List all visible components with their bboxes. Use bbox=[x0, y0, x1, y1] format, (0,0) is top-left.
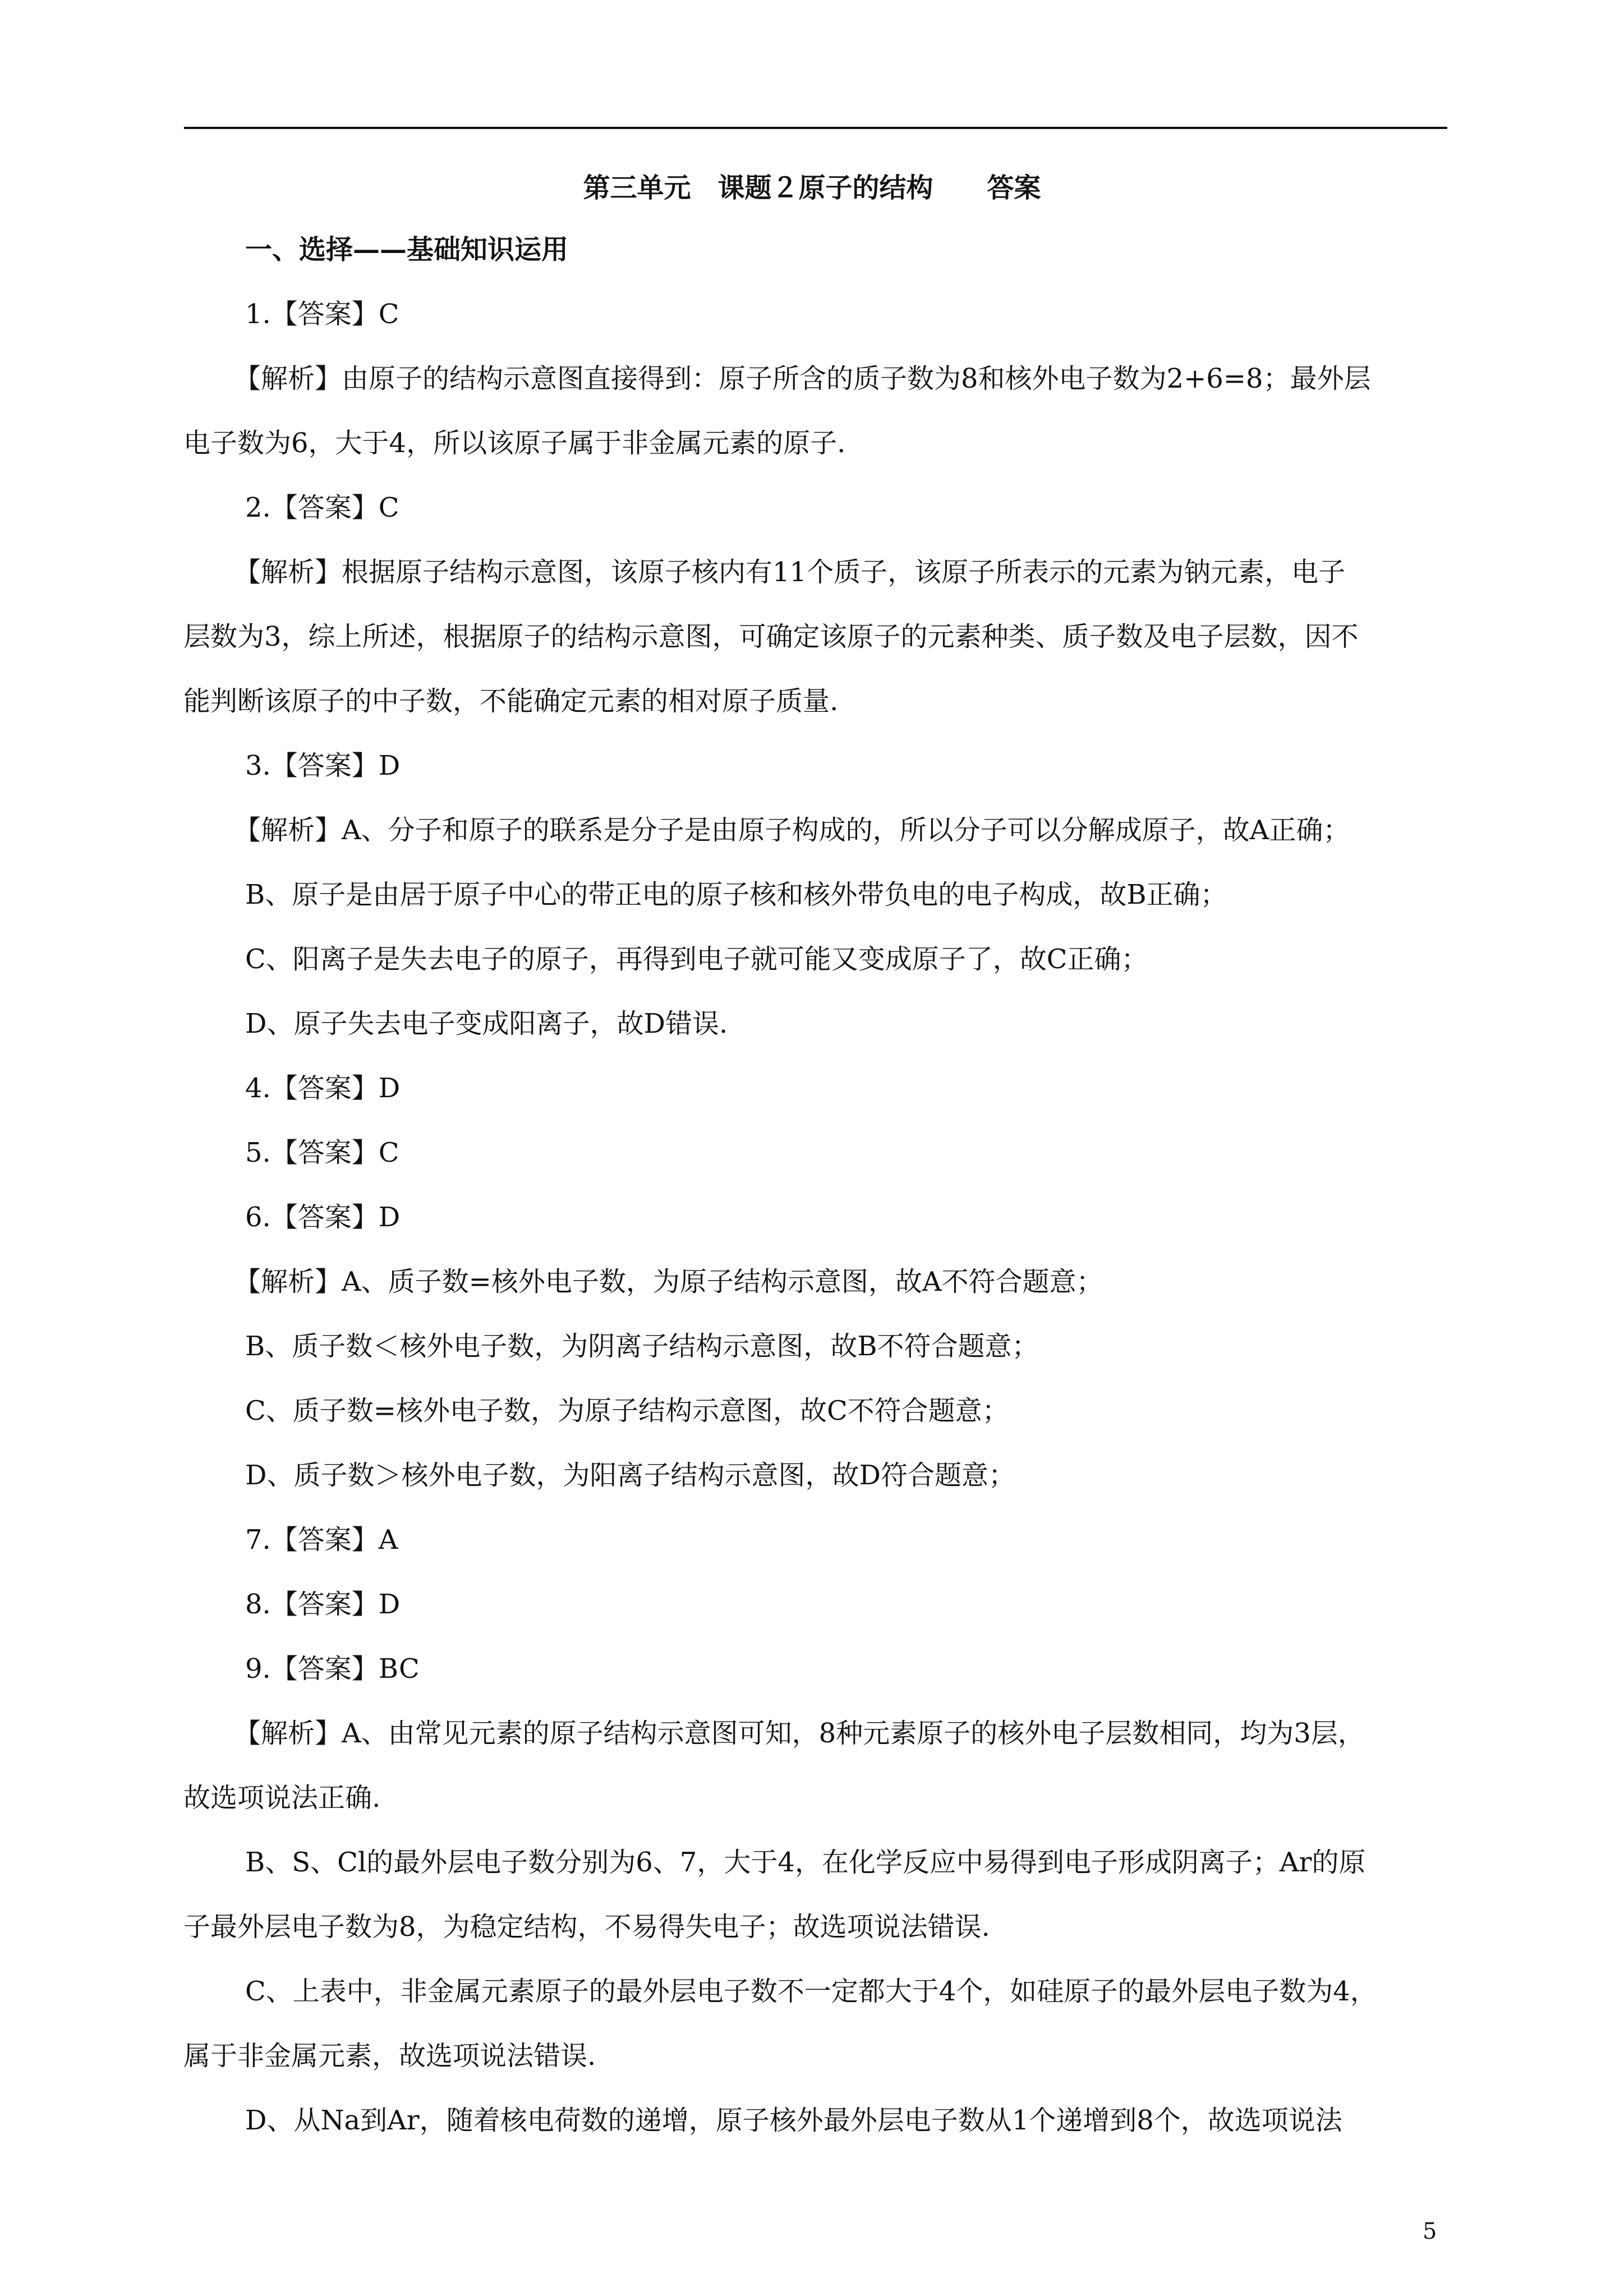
explanation-line: 【解析】根据原子结构示意图，该原子核内有11个质子，该原子所表示的元素为钠元素，电子 bbox=[234, 556, 1346, 588]
explanation-line: 【解析】A、质子数=核外电子数，为原子结构示意图，故A不符合题意； bbox=[234, 1266, 1103, 1297]
explanation-line: B、质子数＜核外电子数，为阴离子结构示意图，故B不符合题意； bbox=[245, 1331, 1039, 1362]
explanation-line: D、从Na到Ar，随着核电荷数的递增，原子核外最外层电子数从1个递增到8个，故选项说法 bbox=[245, 2105, 1342, 2136]
explanation-line: 【解析】A、由常见元素的原子结构示意图可知，8种元素原子的核外电子层数相同，均为3层， bbox=[234, 1718, 1365, 1749]
explanation-line: 层数为3，综上所述，根据原子的结构示意图，可确定该原子的元素种类、质子数及电子层数，因不 bbox=[183, 621, 1359, 652]
explanation-line: B、原子是由居于原子中心的带正电的原子核和核外带负电的电子构成，故B正确； bbox=[245, 879, 1227, 910]
page-title: 第三单元 课题２原子的结构 答案 bbox=[583, 172, 1041, 204]
explanation-line: 【解析】A、分子和原子的联系是分子是由原子构成的，所以分子可以分解成原子，故A正确； bbox=[234, 815, 1350, 846]
answer-line: 3.【答案】D bbox=[245, 750, 401, 781]
answer-line: 6.【答案】D bbox=[245, 1202, 401, 1233]
explanation-line: 故选项说法正确. bbox=[183, 1782, 381, 1814]
explanation-line: 子最外层电子数为8，为稳定结构，不易得失电子；故选项说法错误. bbox=[183, 1911, 990, 1943]
answer-line: 7.【答案】A bbox=[245, 1524, 398, 1556]
explanation-line: 属于非金属元素，故选项说法错误. bbox=[183, 2040, 596, 2072]
explanation-line: B、S、Cl的最外层电子数分别为6、7，大于4，在化学反应中易得到电子形成阴离子；Ar的原 bbox=[245, 1847, 1366, 1878]
header-rule bbox=[184, 127, 1447, 129]
explanation-line: 【解析】由原子的结构示意图直接得到：原子所含的质子数为8和核外电子数为2+6=8；最外层 bbox=[234, 363, 1371, 394]
answer-line: 1.【答案】C bbox=[245, 298, 399, 330]
explanation-line: D、质子数＞核外电子数，为阳离子结构示意图，故D符合题意； bbox=[245, 1460, 1015, 1491]
explanation-line: C、阳离子是失去电子的原子，再得到电子就可能又变成原子了，故C正确； bbox=[245, 944, 1148, 975]
answer-line: 5.【答案】C bbox=[245, 1137, 399, 1168]
answer-line: 8.【答案】D bbox=[245, 1589, 401, 1620]
page-number: 5 bbox=[1423, 2219, 1437, 2244]
answer-content bbox=[183, 295, 1451, 2165]
explanation-line: C、质子数=核外电子数，为原子结构示意图，故C不符合题意； bbox=[245, 1395, 1009, 1427]
answer-line: 4.【答案】D bbox=[245, 1073, 401, 1104]
explanation-line: C、上表中，非金属元素原子的最外层电子数不一定都大于4个，如硅原子的最外层电子数为4， bbox=[245, 1976, 1377, 2007]
explanation-line: 能判断该原子的中子数，不能确定元素的相对原子质量. bbox=[183, 685, 839, 717]
section-heading: 一、选择——基础知识运用 bbox=[245, 234, 569, 265]
answer-line: 2.【答案】C bbox=[245, 492, 399, 523]
explanation-line: D、原子失去电子变成阳离子，故D错误. bbox=[245, 1008, 728, 1039]
answer-line: 9.【答案】BC bbox=[245, 1653, 420, 1685]
explanation-line: 电子数为6，大于4，所以该原子属于非金属元素的原子. bbox=[183, 427, 846, 459]
